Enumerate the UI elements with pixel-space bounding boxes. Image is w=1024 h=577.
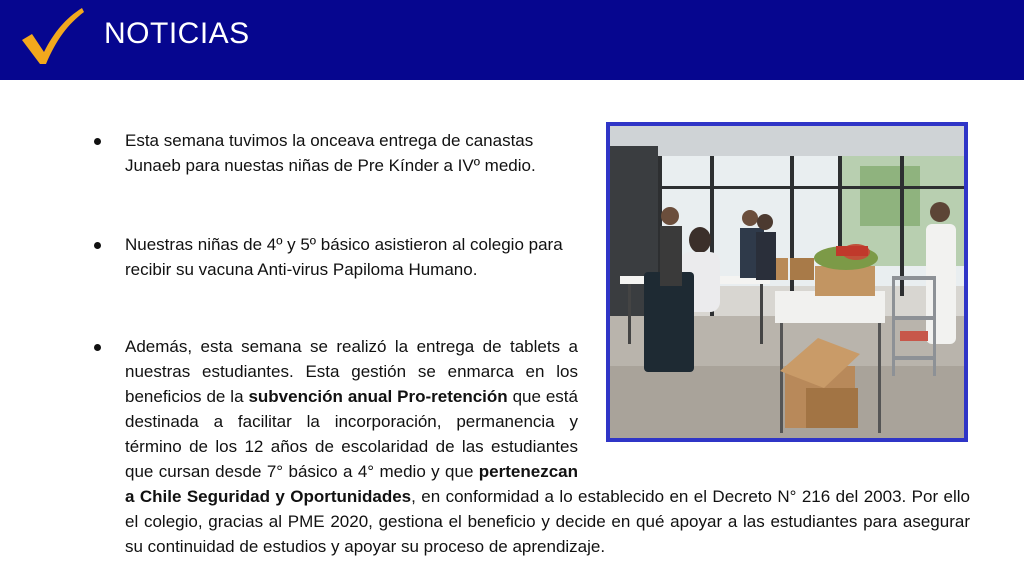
tablets-text-1: Además, esta semana se realizó la entrega de tablets a nuestras estudiantes. Esta gestión se enmarca en los beneficios de la: [125, 337, 578, 406]
bullet-1: [94, 138, 101, 145]
tablets-text-3: , en conformidad a lo establecido en el Decreto N° 216 del 2003. Por ello el colegio, gracias al PME 2020, gestiona el beneficio y decide en qué apoyar a las estudiantes para asegurar su continuidad de estudios y apoyar su proceso de aprendizaje.: [125, 487, 970, 556]
tablets-bold-1: subvención anual Pro-retención: [248, 387, 508, 406]
tablets-text-2: que está destinada a facilitar la incorporación, permanencia y término de los 12 años de escolaridad de las estudiantes que cursan desde 7° básico a 4° medio y que: [125, 387, 578, 481]
news-item-vacuna: Nuestras niñas de 4º y 5º básico asistieron al colegio para recibir su vacuna Anti-virus Papiloma Humano.: [125, 235, 563, 279]
tablets-bold-2: pertenezcan a Chile Seguridad y Oportunidades: [125, 462, 578, 506]
photo-illustration: [610, 126, 964, 438]
checkmark-icon: [18, 6, 86, 68]
bullet-3: [94, 344, 101, 351]
news-photo: [606, 122, 968, 442]
header-bar: [0, 0, 1024, 80]
bullet-2: [94, 242, 101, 249]
page-title: NOTICIAS: [104, 17, 250, 50]
news-item-canastas: Esta semana tuvimos la onceava entrega de canastas Junaeb para nuestas niñas de Pre Kínder a IVº medio.: [125, 131, 536, 175]
